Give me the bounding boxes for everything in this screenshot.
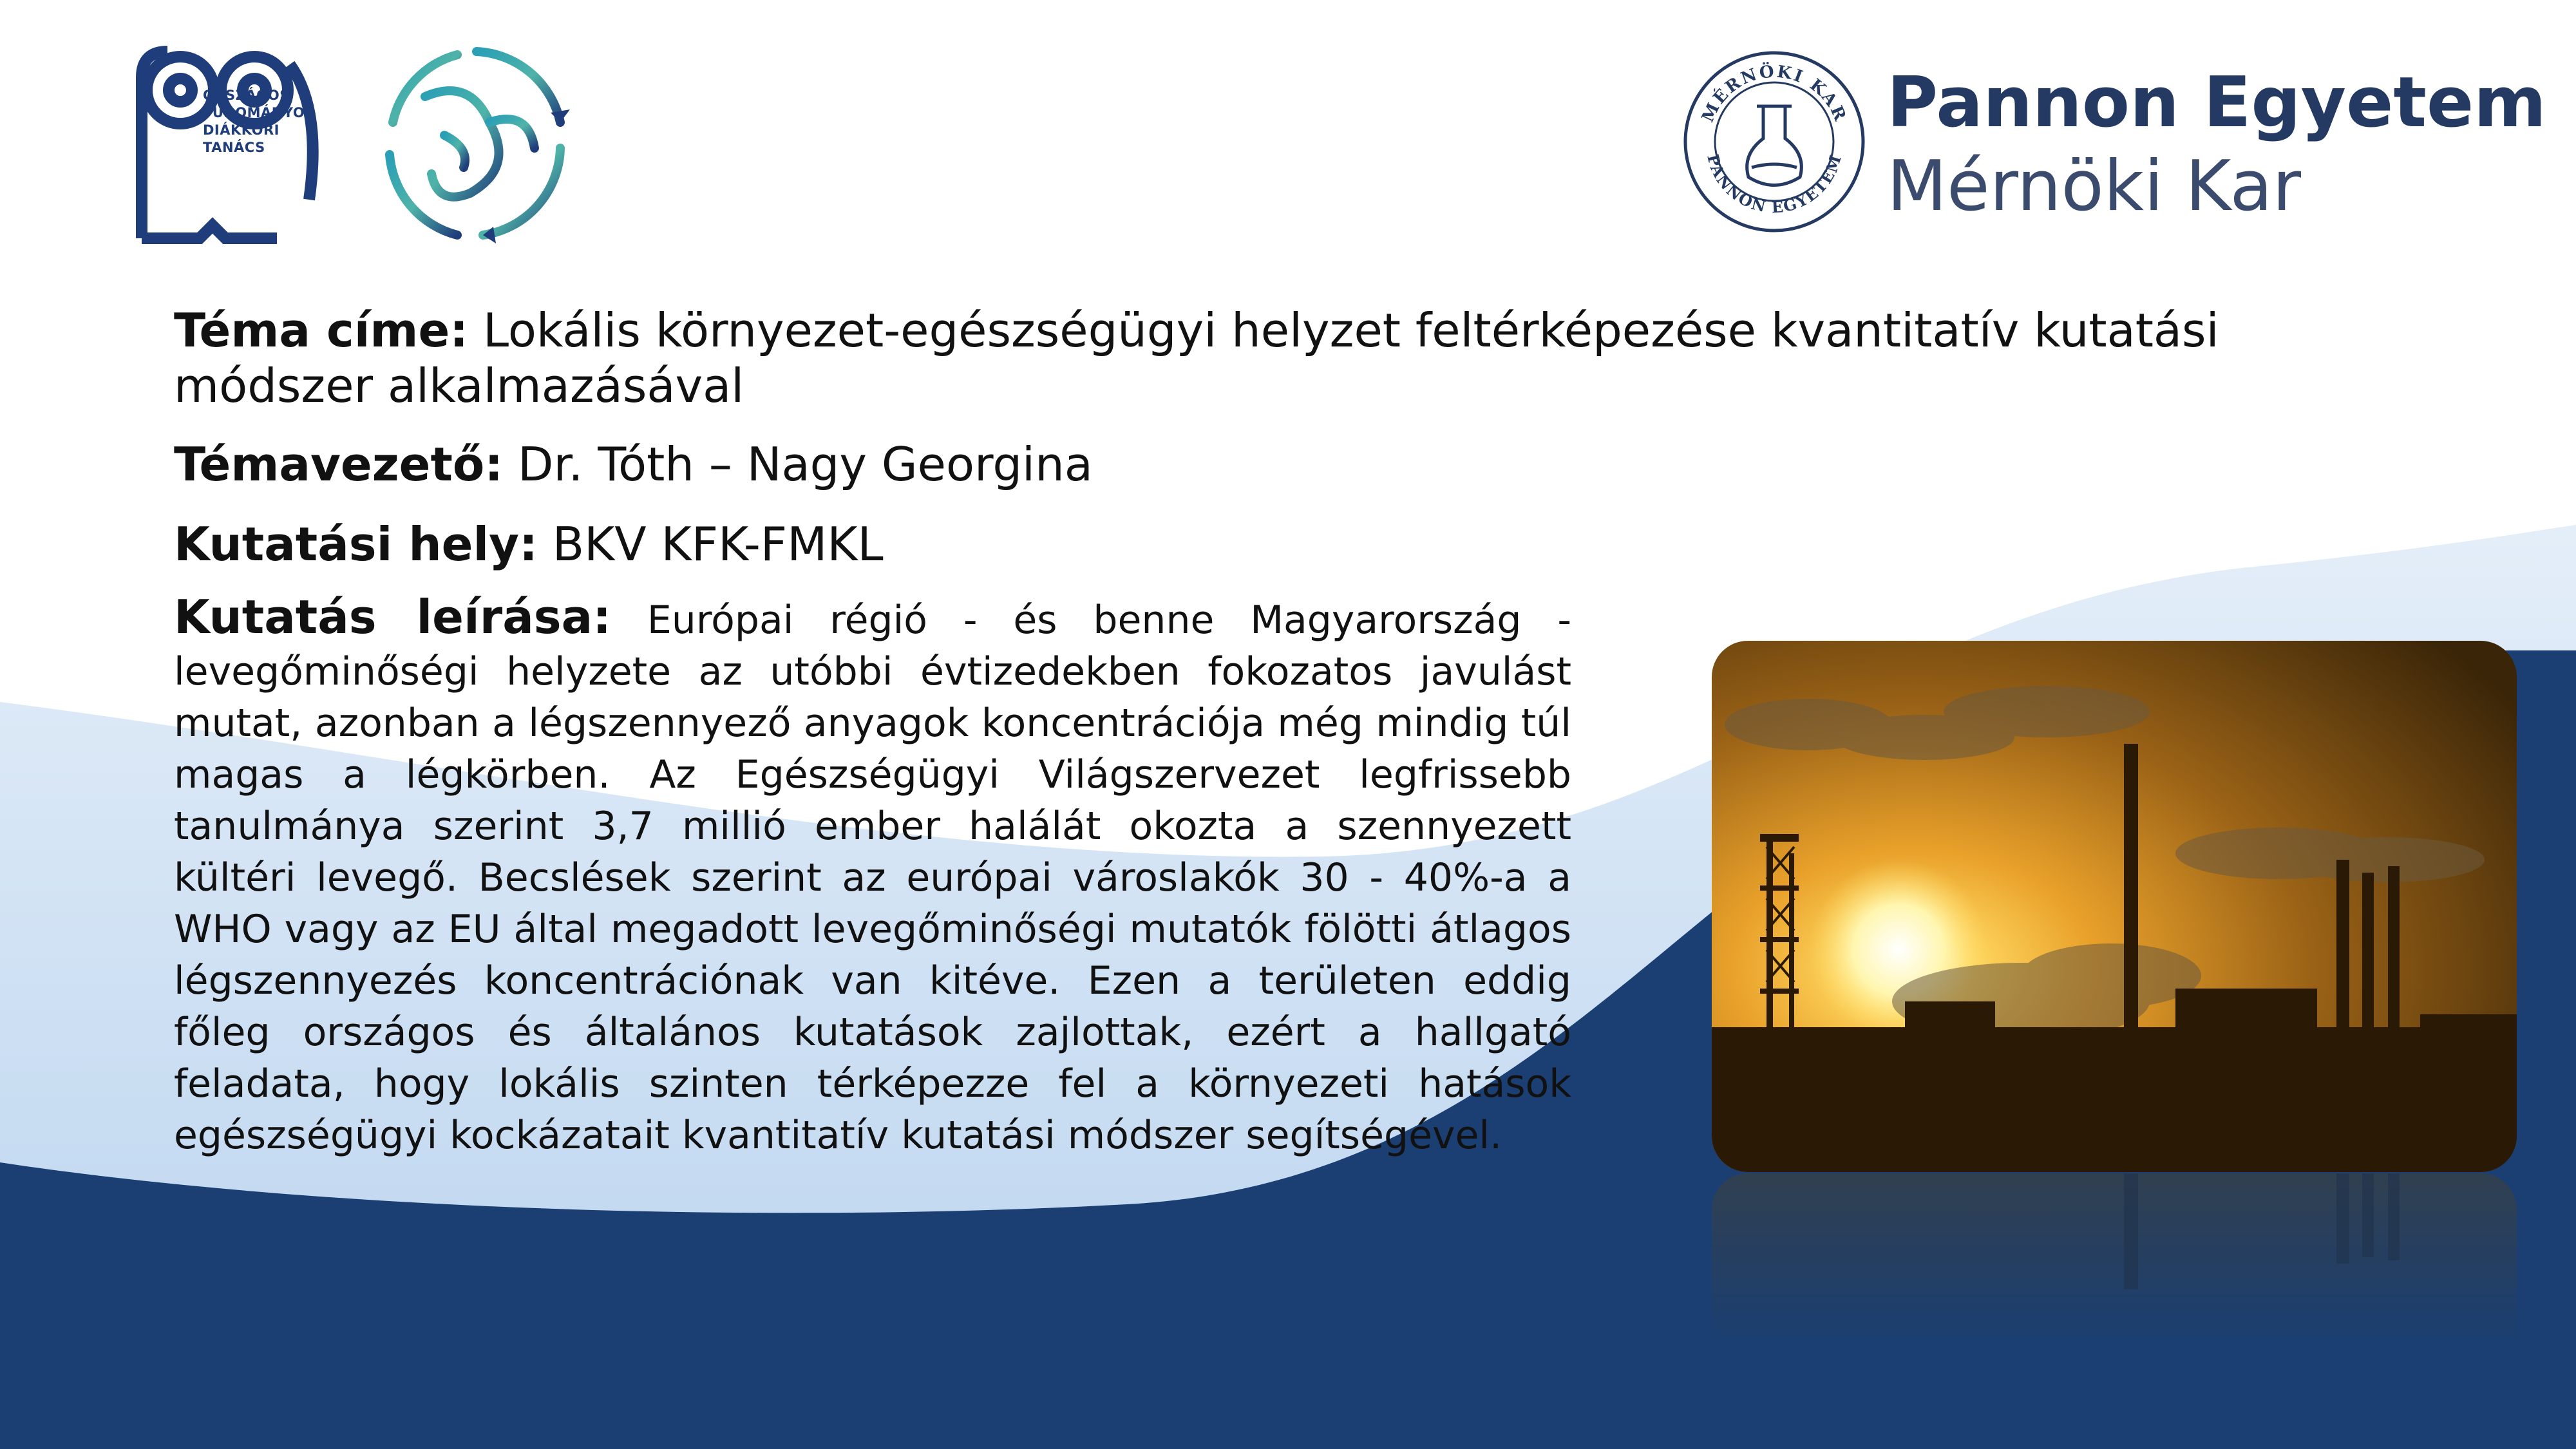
otdk-line-1: ORSZÁGOS xyxy=(203,88,290,103)
description-text: Európai régió - és benne Magyarország - levegőminőségi helyzete az utóbbi évtizedekben fokozatos javulást mutat, azonban a légszennyező anyagok koncentrációja még mindig túl magas a légkörben. Az Egészségügyi Világszervezet legfrissebb tanulmánya szerint 3,7 millió ember halálát okozta a szennyezett kültéri levegő. Becslések szerint az európai városlakók 30 - 40%-a a WHO vagy az EU által megadott levegőminőségi mutatók fölötti átlagos légszennyezés koncentrációnak van kitéve. Ezen a területen eddig főleg országos és általános kutatások zajlottak, ezért a hallgató feladata, hogy lokális szinten térképezze fel a környezeti hatások egészségügyi kockázatait kvantitatív kutatási módszer segítségével. xyxy=(174,598,1571,1158)
topic-value: Lokális környezet-egészségügyi helyzet feltérképezése kvantitatív kutatási módszer alkalmazásával xyxy=(174,303,2219,413)
photo-reflection xyxy=(1712,1173,2517,1341)
place-label: Kutatási hely: xyxy=(174,517,538,571)
otdk-line-2: TUDOMÁNYOS xyxy=(203,105,315,120)
university-name: Pannon Egyetem xyxy=(1887,62,2546,143)
topic-label: Téma címe: xyxy=(174,303,469,357)
seal-bottom-text: PANNON EGYETEM xyxy=(1703,151,1846,217)
place-value: BKV KFK-FMKL xyxy=(537,517,884,571)
industrial-sunset-photo xyxy=(1712,641,2517,1172)
topic-line xyxy=(174,303,2299,413)
supervisor-value: Dr. Tóth – Nagy Georgina xyxy=(503,437,1093,491)
description-label: Kutatás leírása: xyxy=(174,590,612,644)
place-line xyxy=(174,516,2299,572)
supervisor-line xyxy=(174,437,2299,492)
globe-logo xyxy=(374,39,580,251)
otdk-logo-text xyxy=(68,87,315,156)
otdk-line-3: DIÁKKÖRI xyxy=(203,122,279,138)
seal-top-text: MÉRNÖKI KAR xyxy=(1698,62,1850,126)
supervisor-label: Témavezető: xyxy=(174,437,504,491)
seal-logo xyxy=(1681,48,1868,235)
description-paragraph xyxy=(174,591,1571,1161)
otdk-line-4: TANÁCS xyxy=(203,140,265,155)
faculty-name: Mérnöki Kar xyxy=(1887,146,2302,227)
